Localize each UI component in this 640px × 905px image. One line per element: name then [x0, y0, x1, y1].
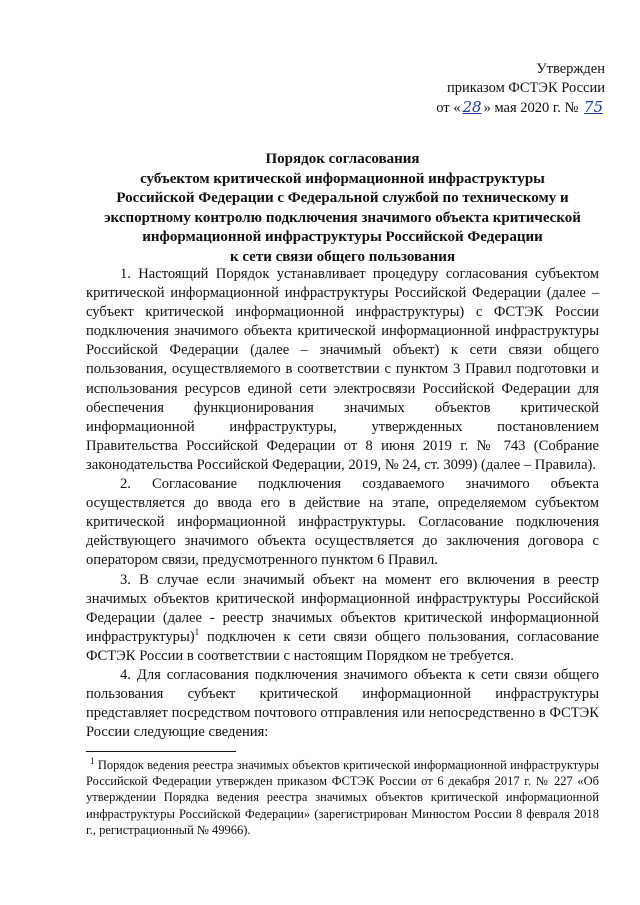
document-body — [86, 265, 599, 742]
paragraph-1: 1. Настоящий Порядок устанавливает процедуру согласования субъектом критической информационной инфраструктуры Российской Федерации (далее – субъект критической информационной инфраструктуры) с ФСТЭК России подключения значимого объекта критической информационной инфраструктуры Российской Федерации (далее – значимый объект) к сети связи общего пользования, осуществляемого в соответствии с пунктом 3 Правил подготовки и использования ресурсов единой сети электросвязи Российской Федерации для обеспечения функционирования значимых объектов критической информационной инфраструктуры, утвержденных постановлением Правительства Российской Федерации от 8 июня 2019 г. № 743 (Собрание законодательства Российской Федерации, 2019, № 24, ст. 3099) (далее – Правила). — [86, 266, 599, 473]
title-line-2: субъектом критической информационной инфраструктуры — [140, 170, 545, 187]
paragraph-3 — [86, 571, 599, 666]
title-line-6: к сети связи общего пользования — [229, 248, 456, 265]
approval-block — [395, 60, 605, 118]
footnote-mark: 1 — [90, 755, 95, 766]
footnote-text: Порядок ведения реестра значимых объектов критической информационной инфраструктуры Российской Федерации утвержден приказом ФСТЭК России от 6 декабря 2017 г. № 227 «Об утверждении Порядка ведения реестра значимых объектов критической информационной инфраструктуры Российской Федерации» (зарегистрирован Минюстом России 8 февраля 2018 г., регистрационный № 49966). — [86, 758, 599, 837]
paragraph-3-text-a: 3. В случае если значимый объект на момент его включения в реестр значимых объектов критической информационной инфраструктуры Российской Федерации (далее - реестр значимых объектов критической информационной инфраструктуры) — [86, 571, 599, 645]
approval-line-date — [395, 98, 605, 118]
footnote-divider — [86, 751, 236, 752]
date-prefix: от « — [436, 100, 461, 116]
paragraph-2: 2. Согласование подключения создаваемого значимого объекта осуществляется до ввода его в действие на этапе, определяемом субъектом критической информационной инфраструктуры. Согласование подключения действующего значимого объекта осуществляется до заключения договора с оператором связи, предусмотренного пунктом 6 Правил. — [86, 476, 599, 569]
paragraph-3-text-b: подключен к сети связи общего пользования, согласование ФСТЭК России в соответствии с настоящим Порядком не требуется. — [86, 628, 599, 664]
approval-line-approved: Утвержден — [536, 61, 605, 77]
footnote-reference: 1 — [194, 626, 200, 637]
footnote — [86, 757, 599, 838]
title-line-5: информационной инфраструктуры Российской Федерации — [142, 229, 543, 246]
approval-line-order: приказом ФСТЭК России — [446, 80, 605, 96]
document-title — [80, 150, 605, 268]
title-line-1: Порядок согласования — [265, 151, 420, 167]
handwritten-day: 28 — [462, 98, 482, 116]
title-line-4: экспортному контролю подключения значимого объекта критической — [104, 209, 581, 226]
date-middle: » мая 2020 г. № — [483, 100, 579, 116]
handwritten-order-number: 75 — [583, 98, 603, 116]
title-line-3: Российской Федерации с Федеральной службой по техническому и — [116, 190, 569, 207]
paragraph-4: 4. Для согласования подключения значимого объекта к сети связи общего пользования субъект критической информационной инфраструктуры представляет посредством почтового отправления или непосредственно в ФСТЭК России следующие сведения: — [86, 666, 599, 741]
